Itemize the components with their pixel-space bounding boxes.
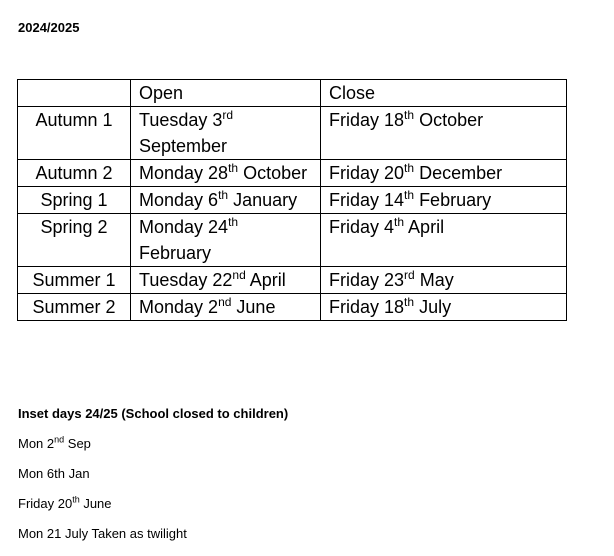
close-date-cell: Friday 14th February [321,187,567,214]
inset-day-item: Mon 2nd Sep [18,434,91,451]
year-heading: 2024/2025 [18,20,80,35]
open-date-cell: Monday 28th October [131,160,321,187]
term-name-cell: Summer 2 [18,294,131,321]
header-open-cell: Open [131,80,321,107]
close-date-cell: Friday 20th December [321,160,567,187]
open-date-cell: Tuesday 22nd April [131,267,321,294]
inset-day-item: Friday 20th June [18,494,112,511]
header-close-cell: Close [321,80,567,107]
close-date-cell: Friday 18th July [321,294,567,321]
open-date-cell: Tuesday 3rd September [131,107,321,160]
open-date-cell: Monday 2nd June [131,294,321,321]
term-name-cell: Summer 1 [18,267,131,294]
term-name-cell: Spring 1 [18,187,131,214]
header-term-cell [18,80,131,107]
table-row [18,267,567,294]
inset-days-heading: Inset days 24/25 (School closed to children) [18,406,289,421]
table-row [18,160,567,187]
inset-day-item: Mon 6th Jan [18,466,90,481]
term-name-cell: Spring 2 [18,214,131,267]
table-row [18,294,567,321]
term-name-cell: Autumn 1 [18,107,131,160]
table-header-row [18,80,567,107]
term-dates-table [17,79,567,321]
close-date-cell: Friday 4th April [321,214,567,267]
open-date-cell: Monday 6th January [131,187,321,214]
inset-day-item: Mon 21 July Taken as twilight [18,526,187,541]
term-name-cell: Autumn 2 [18,160,131,187]
table-row [18,107,567,160]
table-row [18,187,567,214]
open-date-cell: Monday 24th February [131,214,321,267]
close-date-cell: Friday 18th October [321,107,567,160]
close-date-cell: Friday 23rd May [321,267,567,294]
table-row [18,214,567,267]
